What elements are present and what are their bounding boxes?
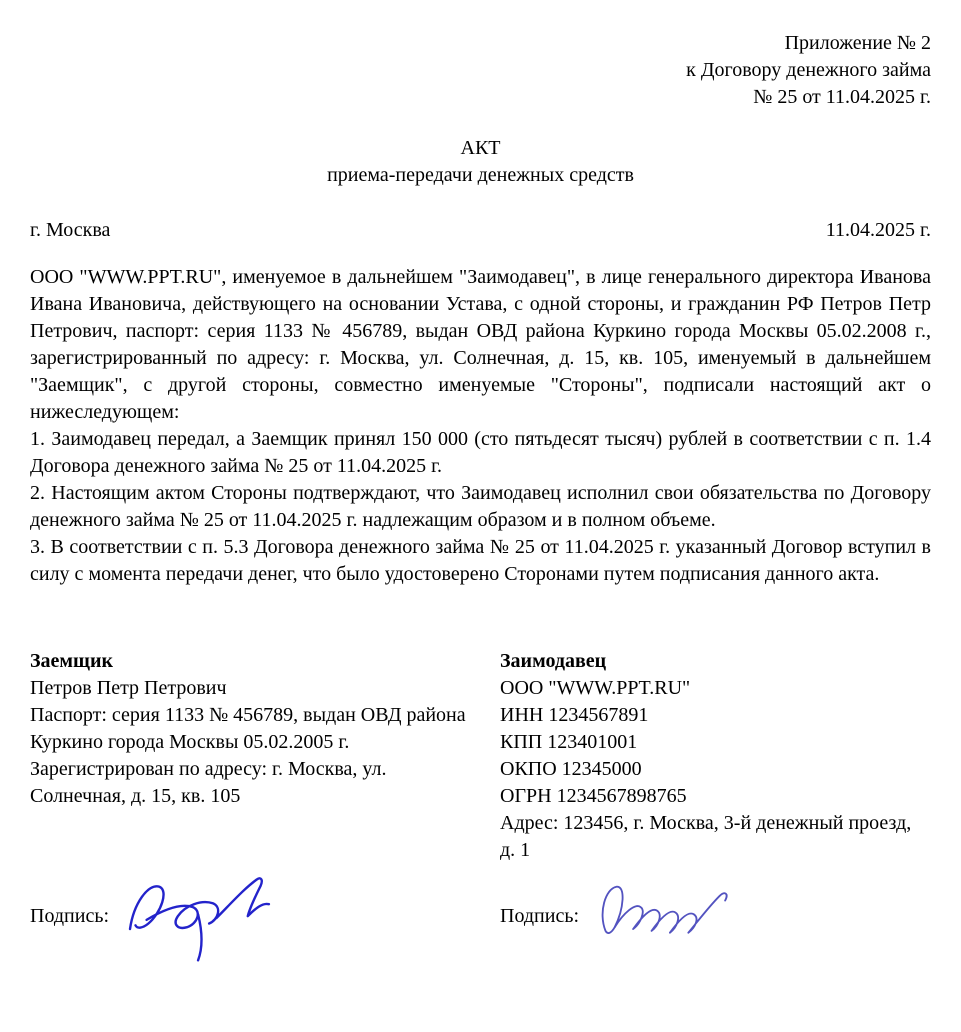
- borrower-signature-label: Подпись:: [30, 904, 110, 927]
- clause-2: 2. Настоящим актом Стороны подтверждают, что Заимодавец исполнил свои обязательства по Договору денежного займа № 25 от 11.04.2025 г. надлежащим образом и в полном объеме.: [30, 482, 931, 531]
- borrower-column: [30, 648, 500, 934]
- document-title: [30, 135, 931, 189]
- borrower-signature-icon: [119, 872, 279, 964]
- city-date-row: [30, 217, 931, 244]
- borrower-name: Петров Петр Петрович: [30, 677, 227, 699]
- lender-address: Адрес: 123456, г. Москва, 3-й денежный проезд, д. 1: [500, 812, 912, 861]
- date-label: 11.04.2025 г.: [825, 219, 931, 241]
- borrower-address: Зарегистрирован по адресу: г. Москва, ул. Солнечная, д. 15, кв. 105: [30, 758, 387, 807]
- lender-signature-row: [500, 864, 931, 934]
- lender-signature-label: Подпись:: [500, 904, 580, 927]
- appendix-line-2: к Договору денежного займа: [686, 59, 931, 81]
- clause-1: 1. Заимодавец передал, а Заемщик принял 150 000 (сто пятьдесят тысяч) рублей в соответствии с п. 1.4 Договора денежного займа № 25 от 11.04.2025 г.: [30, 428, 931, 477]
- lender-signature-icon: [589, 872, 749, 964]
- lender-column: [500, 648, 931, 934]
- city-label: г. Москва: [30, 219, 111, 241]
- intro-paragraph: ООО "WWW.PPT.RU", именуемое в дальнейшем "Заимодавец", в лице генерального директора Иванова Ивана Ивановича, действующего на основании Устава, с одной стороны, и гражданин РФ Петров Петр Петрович, паспорт: серия 1133 № 456789, выдан ОВД района Куркино города Москвы 05.02.2008 г., зарегистрированный по адресу: г. Москва, ул. Солнечная, д. 15, кв. 105, именуемый в дальнейшем "Заемщик", с другой стороны, совместно именуемые "Стороны", подписали настоящий акт о нижеследующем:: [30, 266, 931, 423]
- borrower-passport: Паспорт: серия 1133 № 456789, выдан ОВД района Куркино города Москвы 05.02.2005 г.: [30, 704, 466, 753]
- title-line-2: приема-передачи денежных средств: [327, 164, 634, 186]
- lender-ogrn: ОГРН 1234567898765: [500, 785, 687, 807]
- parties-section: [30, 648, 931, 934]
- document-body: [30, 264, 931, 588]
- title-line-1: АКТ: [460, 137, 501, 159]
- lender-inn: ИНН 1234567891: [500, 704, 649, 726]
- lender-heading: Заимодавец: [500, 650, 607, 672]
- borrower-signature-row: [30, 864, 470, 934]
- lender-kpp: КПП 123401001: [500, 731, 638, 753]
- appendix-line-3: № 25 от 11.04.2025 г.: [753, 86, 931, 108]
- appendix-line-1: Приложение № 2: [784, 32, 931, 54]
- lender-company: ООО "WWW.PPT.RU": [500, 677, 691, 699]
- clause-3: 3. В соответствии с п. 5.3 Договора денежного займа № 25 от 11.04.2025 г. указанный Договор вступил в силу с момента передачи денег, что было удостоверено Сторонами путем подписания данного акта.: [30, 536, 931, 585]
- lender-okpo: ОКПО 12345000: [500, 758, 642, 780]
- appendix-block: [30, 30, 931, 111]
- borrower-heading: Заемщик: [30, 650, 113, 672]
